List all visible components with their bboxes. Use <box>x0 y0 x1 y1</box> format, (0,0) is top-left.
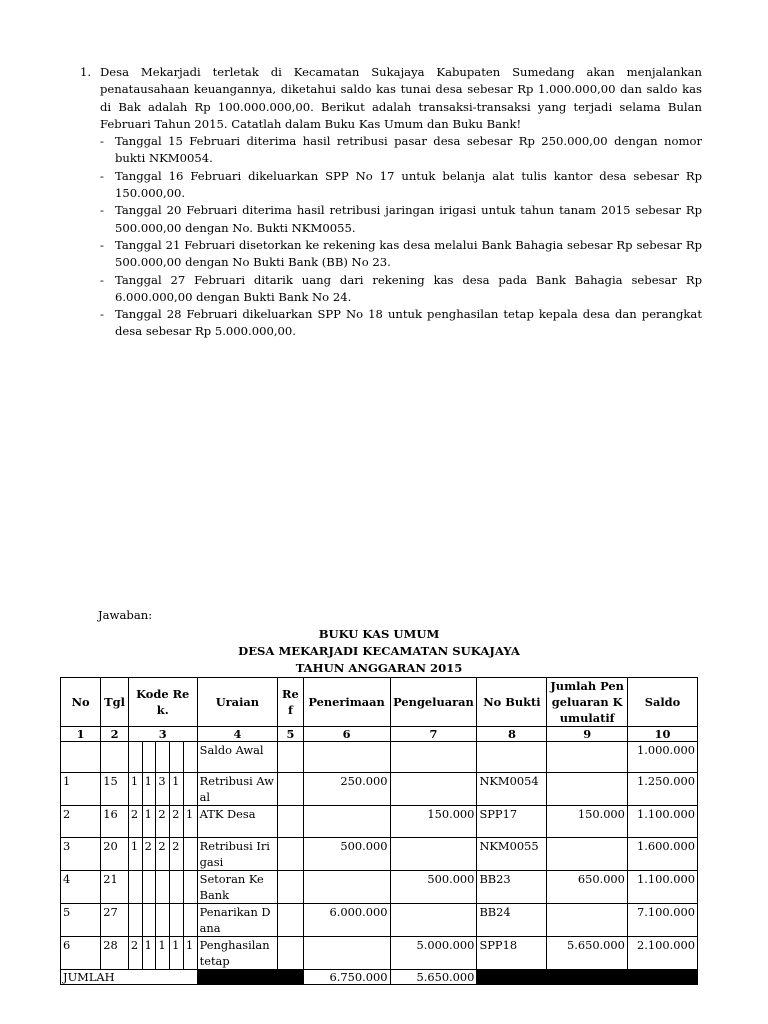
cell-penerimaan <box>303 871 390 904</box>
column-number: 7 <box>390 727 477 742</box>
cell-penerimaan: 500.000 <box>303 838 390 871</box>
cell-saldo: 1.600.000 <box>627 838 697 871</box>
cell-pengeluaran <box>390 838 477 871</box>
cell-pengeluaran <box>390 773 477 806</box>
cell-kumulatif: 150.000 <box>547 806 628 838</box>
total-pengeluaran: 5.650.000 <box>390 970 477 985</box>
table-row-saldo-awal <box>61 742 698 773</box>
cell-tgl: 21 <box>101 871 129 904</box>
blacked-out-cell <box>197 970 303 985</box>
total-penerimaan: 6.750.000 <box>303 970 390 985</box>
cell-kode <box>170 742 184 773</box>
table-row <box>61 904 698 937</box>
cell-no-bukti: SPP18 <box>477 937 547 970</box>
cell-kode <box>183 773 197 806</box>
table-row <box>61 773 698 806</box>
list-item-text: Tanggal 20 Februari diterima hasil retribusi jaringan irigasi untuk tahun tanam 2015 sebesar Rp 500.000,00 dengan No. Bukti NKM0055. <box>115 203 702 235</box>
cell-kode: 1 <box>183 937 197 970</box>
cell-uraian: Setoran Ke Bank <box>197 871 278 904</box>
cell-penerimaan <box>303 806 390 838</box>
column-number-row <box>61 727 698 742</box>
answer-label: Jawaban: <box>98 608 153 622</box>
cell-no-bukti: NKM0054 <box>477 773 547 806</box>
cell-tgl: 15 <box>101 773 129 806</box>
cell-kode <box>183 838 197 871</box>
list-item-text: Tanggal 15 Februari diterima hasil retribusi pasar desa sebesar Rp 250.000,00 dengan nomor bukti NKM0054. <box>115 134 702 166</box>
cell-kode: 1 <box>170 773 184 806</box>
cell-kode <box>142 742 156 773</box>
cell-kode <box>128 742 142 773</box>
cell-kode: 1 <box>142 937 156 970</box>
header-uraian: Uraian <box>197 678 278 727</box>
cell-kode: 2 <box>156 806 170 838</box>
cell-kode <box>183 904 197 937</box>
header-no-bukti: No Bukti <box>477 678 547 727</box>
list-item <box>100 272 702 307</box>
header-kumulatif: Jumlah Pengeluaran Kumulatif <box>547 678 628 727</box>
cell-no: 6 <box>61 937 101 970</box>
cell-saldo: 2.100.000 <box>627 937 697 970</box>
cell-kode <box>183 871 197 904</box>
cell-kode <box>128 904 142 937</box>
cell-no: 3 <box>61 838 101 871</box>
cell-no-bukti <box>477 742 547 773</box>
ledger-subtitle-year: TAHUN ANGGARAN 2015 <box>295 661 463 675</box>
cell-kode: 1 <box>170 937 184 970</box>
cell-penerimaan <box>303 742 390 773</box>
cell-kode <box>156 742 170 773</box>
dash-bullet: - <box>100 168 104 183</box>
cell-penerimaan: 6.000.000 <box>303 904 390 937</box>
cell-tgl: 20 <box>101 838 129 871</box>
cell-tgl: 27 <box>101 904 129 937</box>
transaction-list <box>80 133 702 341</box>
list-item-text: Tanggal 21 Februari disetorkan ke rekening kas desa melalui Bank Bahagia sebesar Rp sebesar Rp 500.000,00 dengan No Bukti Bank (BB) No 23. <box>115 237 702 270</box>
question-number: 1. <box>80 65 92 79</box>
cell-saldo: 1.000.000 <box>627 742 697 773</box>
cell-pengeluaran: 5.000.000 <box>390 937 477 970</box>
column-number: 1 <box>61 727 101 742</box>
cell-no: 2 <box>61 806 101 838</box>
cell-kode: 1 <box>183 806 197 838</box>
column-number: 10 <box>627 727 697 742</box>
total-label: JUMLAH <box>61 970 198 985</box>
cell-kumulatif <box>547 904 628 937</box>
cell-kumulatif <box>547 773 628 806</box>
cell-kode <box>183 742 197 773</box>
list-item-text: Tanggal 28 Februari dikeluarkan SPP No 18 untuk penghasilan tetap kepala desa dan perangkat desa sebesar Rp 5.000.000,00. <box>115 307 702 339</box>
ledger-title: BUKU KAS UMUM <box>318 627 440 641</box>
cell-no-bukti: BB24 <box>477 904 547 937</box>
cell-uraian: Retribusi Awal <box>197 773 278 806</box>
cell-saldo: 1.100.000 <box>627 806 697 838</box>
cell-kode: 1 <box>128 838 142 871</box>
column-number: 9 <box>547 727 628 742</box>
cell-uraian: Saldo Awal <box>197 742 278 773</box>
dash-bullet: - <box>100 134 104 149</box>
cell-kode: 1 <box>142 773 156 806</box>
cell-uraian: Retribusi Irigasi <box>197 838 278 871</box>
header-penerimaan: Penerimaan <box>303 678 390 727</box>
cell-kode <box>142 871 156 904</box>
cell-ref <box>278 871 303 904</box>
ledger-titles <box>60 626 698 677</box>
cell-kode: 2 <box>156 838 170 871</box>
table-row <box>61 806 698 838</box>
cell-no: 1 <box>61 773 101 806</box>
header-no: No <box>61 678 101 727</box>
header-saldo: Saldo <box>627 678 697 727</box>
cell-pengeluaran <box>390 904 477 937</box>
cell-no: 5 <box>61 904 101 937</box>
cell-kode: 1 <box>142 806 156 838</box>
header-kode-rek: Kode Rek. <box>128 678 197 727</box>
cell-saldo: 7.100.000 <box>627 904 697 937</box>
cell-kumulatif: 650.000 <box>547 871 628 904</box>
cell-kode: 2 <box>170 838 184 871</box>
list-item-text: Tanggal 16 Februari dikeluarkan SPP No 17 untuk belanja alat tulis kantor desa sebesar Rp 150.000,00. <box>115 168 702 201</box>
column-number: 6 <box>303 727 390 742</box>
cell-ref <box>278 806 303 838</box>
cell-ref <box>278 838 303 871</box>
cell-ref <box>278 904 303 937</box>
cell-kode: 2 <box>128 806 142 838</box>
question-block <box>80 64 702 341</box>
question-intro <box>80 64 702 133</box>
cell-kumulatif: 5.650.000 <box>547 937 628 970</box>
cell-ref <box>278 937 303 970</box>
ledger-subtitle-village: DESA MEKARJADI KECAMATAN SUKAJAYA <box>238 644 520 658</box>
cell-penerimaan <box>303 937 390 970</box>
cell-tgl: 16 <box>101 806 129 838</box>
dash-bullet: - <box>100 237 104 252</box>
list-item <box>100 133 702 168</box>
dash-bullet: - <box>100 307 104 322</box>
cell-ref <box>278 742 303 773</box>
cell-uraian: ATK Desa <box>197 806 278 838</box>
column-number: 4 <box>197 727 278 742</box>
dash-bullet: - <box>100 203 104 218</box>
cell-kode: 2 <box>170 806 184 838</box>
cell-kode: 2 <box>128 937 142 970</box>
cell-saldo: 1.100.000 <box>627 871 697 904</box>
cell-no-bukti: NKM0055 <box>477 838 547 871</box>
list-item <box>100 202 702 237</box>
cell-kode <box>128 871 142 904</box>
cell-kode: 2 <box>142 838 156 871</box>
list-item <box>100 306 702 341</box>
dash-bullet: - <box>100 272 104 287</box>
cell-kode: 3 <box>156 773 170 806</box>
table-row-total <box>61 970 698 985</box>
header-tgl: Tgl <box>101 678 129 727</box>
cell-kode <box>142 904 156 937</box>
cell-tgl: 28 <box>101 937 129 970</box>
cell-no: 4 <box>61 871 101 904</box>
cell-ref <box>278 773 303 806</box>
question-intro-text: Desa Mekarjadi terletak di Kecamatan Sukajaya Kabupaten Sumedang akan menjalankan penatausahaan keuangannya, diketahui saldo kas tunai desa sebesar Rp 1.000.000,00 dan saldo kas di Bak adalah Rp 100.000.000,00. Berikut adalah transaksi-transaksi yang terjadi selama Bulan Februari Tahun 2015. Catatlah dalam Buku Kas Umum dan Buku Bank! <box>100 65 702 131</box>
list-item <box>100 237 702 272</box>
cell-pengeluaran: 150.000 <box>390 806 477 838</box>
cell-no <box>61 742 101 773</box>
table-row <box>61 871 698 904</box>
list-item-text: Tanggal 27 Februari ditarik uang dari rekening kas desa pada Bank Bahagia sebesar Rp 6.000.000,00 dengan Bukti Bank No 24. <box>115 272 702 304</box>
blacked-out-cell <box>477 970 698 985</box>
cell-penerimaan: 250.000 <box>303 773 390 806</box>
column-number: 3 <box>128 727 197 742</box>
cell-no-bukti: BB23 <box>477 871 547 904</box>
cell-saldo: 1.250.000 <box>627 773 697 806</box>
cell-pengeluaran: 500.000 <box>390 871 477 904</box>
cell-kode <box>170 904 184 937</box>
cell-kumulatif <box>547 838 628 871</box>
table-row <box>61 937 698 970</box>
cell-uraian: Penghasilan tetap <box>197 937 278 970</box>
column-number: 8 <box>477 727 547 742</box>
table-row <box>61 838 698 871</box>
cell-pengeluaran <box>390 742 477 773</box>
cell-no-bukti: SPP17 <box>477 806 547 838</box>
cell-kode: 1 <box>156 937 170 970</box>
cell-uraian: Penarikan Dana <box>197 904 278 937</box>
cell-kode <box>156 871 170 904</box>
table-header-row <box>61 678 698 727</box>
cell-kumulatif <box>547 742 628 773</box>
cell-kode <box>170 871 184 904</box>
header-ref: Ref <box>278 678 303 727</box>
cell-kode: 1 <box>128 773 142 806</box>
column-number: 2 <box>101 727 129 742</box>
header-pengeluaran: Pengeluaran <box>390 678 477 727</box>
cell-kode <box>156 904 170 937</box>
cell-tgl <box>101 742 129 773</box>
cash-ledger-table <box>60 677 698 985</box>
list-item <box>100 168 702 203</box>
column-number: 5 <box>278 727 303 742</box>
